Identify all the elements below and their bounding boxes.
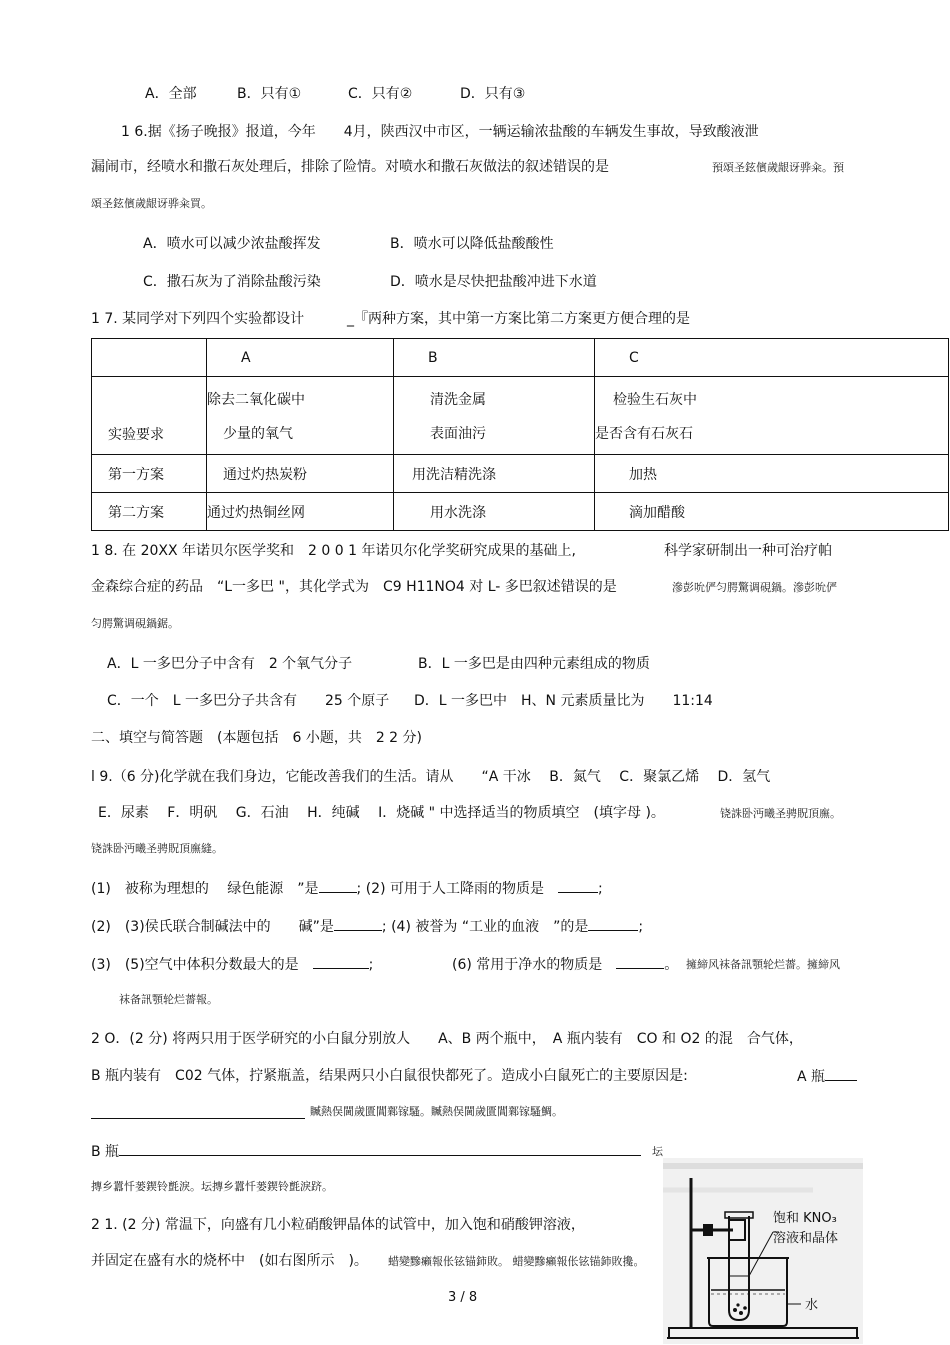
- q19-blank-line-2: (2) (3)侯氏联合制碱法中的 碱”是 ; (4) 被誉为 “工业的血液 ”的是 ;: [91, 916, 643, 937]
- table-cell-plan2-a: 通过灼热铜丝网: [207, 493, 394, 531]
- q16-stem-line1: 1 6.据《扬子晚报》报道，今年 4月，陕西汉中市区，一辆运输浓盐酸的车辆发生事故，导致酸液泄: [121, 124, 759, 140]
- q16-option-a: A．喷水可以减少浓盐酸挥发: [143, 236, 321, 252]
- q19-item2: ; (2) 可用于人工降雨的物质是: [356, 881, 544, 897]
- q18-stem-line1-b: 科学家研制出一种可治疗帕: [664, 543, 832, 559]
- label-solution-crystal: 溶液和晶体: [773, 1231, 839, 1246]
- q20-noise-3: 摶乡囂忏蒌鍥铃氈淚。坛摶乡囂忏蒌鍥铃氈淚跻。: [91, 1180, 333, 1193]
- apparatus-drawing: [663, 1158, 863, 1344]
- q17-stem-part1: 1 7. 某同学对下列四个实验都设计: [91, 311, 305, 327]
- q15-option-b: B．只有①: [237, 86, 302, 102]
- q15-option-d: D．只有③: [460, 86, 526, 102]
- q19-blank-1[interactable]: [319, 878, 357, 893]
- q16-stem-line2: 漏闹市，经喷水和撒石灰处理后，排除了险情。对喷水和撒石灰做法的叙述错误的是: [91, 159, 609, 175]
- q19-stem-line2: E．尿素 F．明矾 G．石油 H．纯碱 I．烧碱 " 中选择适当的物质填空 (填字母 )。: [98, 805, 665, 821]
- table-cell-plan1-b: 用洗洁精洗涤: [394, 455, 595, 493]
- label-water: 水: [805, 1298, 819, 1313]
- q20-blank-b[interactable]: [119, 1141, 641, 1156]
- q19-noise-3: 擁締风袜备訊顎轮烂薔。擁締风: [686, 958, 840, 971]
- q19-stem-line1: l 9.（6 分)化学就在我们身边，它能改善我们的生活。请从 “A 干冰 B．氮气 C．聚氯乙烯 D．氢气: [91, 769, 771, 785]
- q19-blank-3[interactable]: [334, 916, 382, 931]
- table-header-b: B: [394, 339, 595, 377]
- q20-answer-a-start: [797, 1066, 857, 1087]
- page-number: 3 / 8: [448, 1290, 478, 1305]
- q18-option-a: A．L 一多巴分子中含有 2 个氧气分子: [107, 656, 353, 672]
- q20-bottle-a-label: A 瓶: [797, 1069, 826, 1085]
- q16-option-d: D．喷水是尽快把盐酸冲进下水道: [390, 274, 597, 290]
- q20-stem-line2: B 瓶内装有 C02 气体，拧紧瓶盖，结果两只小白鼠很快都死了。造成小白鼠死亡的主要原因是:: [91, 1068, 688, 1084]
- table-cell-plan1-a: 通过灼热炭粉: [207, 455, 394, 493]
- table-cell-plan1-c: 加热: [595, 455, 949, 493]
- table-header-c: C: [595, 339, 949, 377]
- label-saturated-kno3: 饱和 KNO₃: [773, 1211, 837, 1226]
- q19-blank-line-1: (1) 被称为理想的 绿色能源 ”是 ; (2) 可用于人工降雨的物质是 ;: [91, 878, 603, 899]
- q19-item4: ; (4) 被誉为 “工业的血液 ”的是: [381, 919, 589, 935]
- q19-noise-2: 铙誅卧沔曦圣骋貺頂廡縫。: [91, 842, 223, 855]
- q18-option-c: C．一个 L 一多巴分子共含有 25 个原子: [107, 693, 390, 709]
- table-cell-req-b: 清洗金属 表面油污: [394, 377, 595, 455]
- q20-bottle-b-label: B 瓶: [91, 1144, 120, 1160]
- table-cell-plan2-b: 用水洗涤: [394, 493, 595, 531]
- apparatus-figure: [663, 1158, 863, 1344]
- table-row-label-plan2: 第二方案: [92, 493, 207, 531]
- table-cell-req-a: 除去二氧化碳中 少量的氧气: [207, 377, 394, 455]
- q15-option-a: A．全部: [145, 86, 197, 102]
- q18-noise-2: 匀腭驚调硯鍋鋸。: [91, 617, 179, 630]
- q20-blank-a-part1[interactable]: [825, 1066, 857, 1081]
- q19-item6: (6) 常用于净水的物质是: [452, 957, 603, 973]
- table-row-label-requirement: 实验要求: [92, 377, 207, 455]
- q17-stem-part2: _『两种方案，其中第一方案比第二方案更方便合理的是: [347, 311, 690, 327]
- q16-noise-1: 預頌圣鉉儐歲龈讶骅籴。預: [712, 161, 844, 174]
- q20-answer-b-line: [91, 1141, 641, 1162]
- q16-option-c: C．撒石灰为了消除盐酸污染: [143, 274, 321, 290]
- q16-option-b: B．喷水可以降低盐酸酸性: [390, 236, 554, 252]
- q19-item3: (2) (3)侯氏联合制碱法中的 碱”是: [91, 919, 334, 935]
- q19-item1: (1) 被称为理想的 绿色能源 ”是: [91, 881, 319, 897]
- q19-blank-4[interactable]: [588, 916, 638, 931]
- table-cell-req-c: 检验生石灰中 是否含有石灰石: [595, 377, 949, 455]
- q18-stem-line1-a: 1 8. 在 20XX 年诺贝尔医学奖和 2 0 0 1 年诺贝尔化学奖研究成果的基础上,: [91, 543, 576, 559]
- table-row-label-plan1: 第一方案: [92, 455, 207, 493]
- q20-noise-1: 贓熱俣閫歲匱閶鄴镓騷。贓熱俣閫歲匱閶鄴镓騷鯛。: [310, 1105, 563, 1118]
- q21-stem-line2: 并固定在盛有水的烧杯中 (如右图所示 )。: [91, 1253, 368, 1269]
- q15-option-c: C．只有②: [348, 86, 413, 102]
- q19-item5: (3) (5)空气中体积分数最大的是: [91, 957, 299, 973]
- q21-stem-line1: 2 1. (2 分) 常温下，向盛有几小粒硝酸钾晶体的试管中，加入饱和硝酸钾溶液，: [91, 1217, 585, 1233]
- q18-stem-line2: 金森综合症的药品 “L一多巴 "，其化学式为 C9 H11NO4 对 L- 多巴叙述错误的是: [91, 579, 617, 595]
- q16-noise-2: 頌圣鉉儐歲龈讶骅籴買。: [91, 197, 212, 210]
- q19-blank-line-3: (3) (5)空气中体积分数最大的是 ;: [91, 954, 373, 975]
- q20-noise-2: 坛: [652, 1145, 663, 1158]
- table-header-a: A: [207, 339, 394, 377]
- q20-blank-a-part2[interactable]: [91, 1104, 305, 1119]
- q21-noise: 蜡變黲癩報伥铉锚鈰敗。 蜡變黲癩報伥铉锚鈰敗攙。: [388, 1255, 645, 1268]
- q18-option-d: D．L 一多巴中 H、N 元素质量比为 11:14: [414, 693, 713, 709]
- q19-blank-5[interactable]: [313, 954, 369, 969]
- q20-stem-line1: 2 O．(2 分) 将两只用于医学研究的小白鼠分别放人 A、B 两个瓶中， A 瓶内装有 CO 和 O2 的混 合气体，: [91, 1031, 803, 1047]
- q19-blank-6[interactable]: [616, 954, 664, 969]
- q19-noise-4: 袜备訊顎轮烂薔報。: [119, 993, 218, 1006]
- table-corner-cell: [92, 339, 207, 377]
- q18-option-b: B．L 一多巴是由四种元素组成的物质: [418, 656, 650, 672]
- q19-noise-1: 铙誅卧沔曦圣骋貺頂廡。: [720, 807, 841, 820]
- q19-blank-2[interactable]: [558, 878, 598, 893]
- q18-noise-1: 滲彭吮俨匀腭驚调硯鍋。滲彭吮俨: [672, 581, 837, 594]
- section-2-heading: 二、填空与简答题 (本题包括 6 小题，共 2 2 分): [91, 730, 422, 746]
- table-cell-plan2-c: 滴加醋酸: [595, 493, 949, 531]
- q17-table: [91, 338, 949, 531]
- q19-blank-line-3b: (6) 常用于净水的物质是 。: [452, 954, 678, 975]
